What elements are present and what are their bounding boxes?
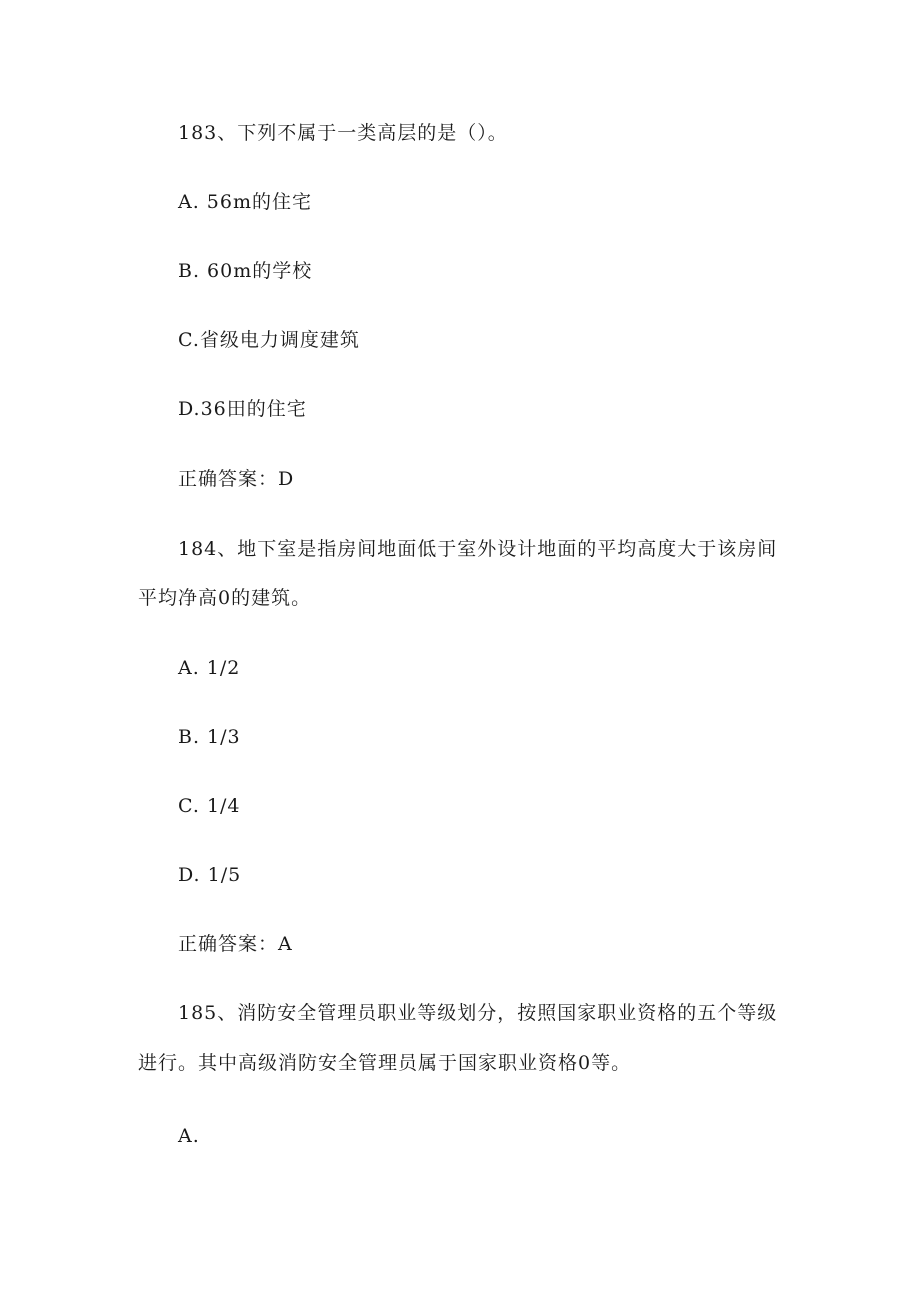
question-183-stem: 183、下列不属于一类高层的是（）。 [178,122,508,144]
question-184-option-d: D. 1/5 [178,864,242,886]
question-183-option-a: A. 56m的住宅 [178,191,312,213]
question-184-stem-line2: 平均净高0的建筑。 [138,587,312,609]
question-183-option-b: B. 60m的学校 [178,260,313,282]
question-185-option-a: A. [178,1125,200,1147]
question-184-option-c: C. 1/4 [178,795,241,817]
question-184-stem-line1: 184、地下室是指房间地面低于室外设计地面的平均高度大于该房间 [178,538,778,560]
question-185-stem-line1: 185、消防安全管理员职业等级划分，按照国家职业资格的五个等级 [178,1002,778,1024]
question-184-option-a: A. 1/2 [178,657,241,679]
question-183-option-c: C.省级电力调度建筑 [178,329,360,351]
question-185-stem-line2: 进行。其中高级消防安全管理员属于国家职业资格0等。 [138,1052,632,1074]
question-184-option-b: B. 1/3 [178,726,241,748]
question-184-answer: 正确答案：A [178,933,293,955]
question-183-option-d: D.36田的住宅 [178,398,307,420]
question-183-answer: 正确答案：D [178,468,295,490]
